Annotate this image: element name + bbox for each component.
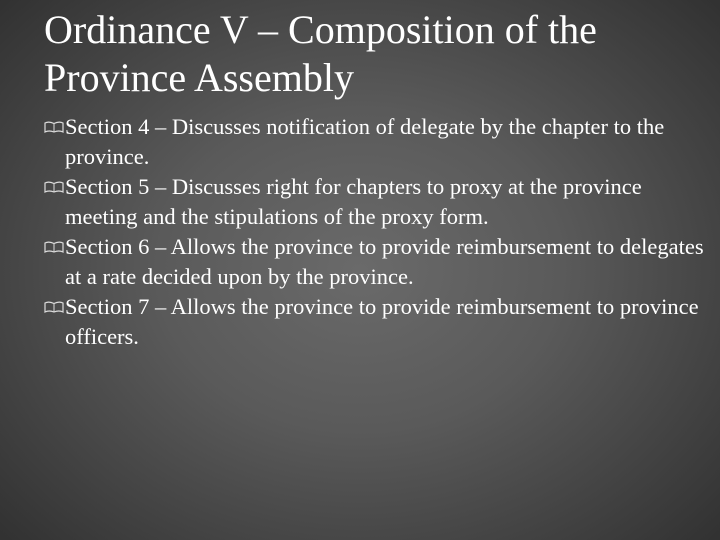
bullet-list [44, 112, 710, 352]
book-icon [44, 300, 66, 314]
bullet-text: Section 4 – Discusses notification of delegate by the chapter to the province. [65, 114, 665, 169]
book-icon [44, 240, 66, 254]
book-icon [44, 120, 66, 134]
bullet-item [44, 172, 710, 232]
bullet-item [44, 292, 710, 352]
bullet-text: Section 6 – Allows the province to provide reimbursement to delegates at a rate decided upon by the province. [65, 234, 704, 289]
slide-title: Ordinance V – Composition of the Province Assembly [44, 7, 597, 100]
book-icon [44, 180, 66, 194]
bullet-text: Section 7 – Allows the province to provide reimbursement to province officers. [65, 294, 699, 349]
bullet-item [44, 112, 710, 172]
bullet-text: Section 5 – Discusses right for chapters to proxy at the province meeting and the stipulations of the proxy form. [65, 174, 642, 229]
bullet-item [44, 232, 710, 292]
